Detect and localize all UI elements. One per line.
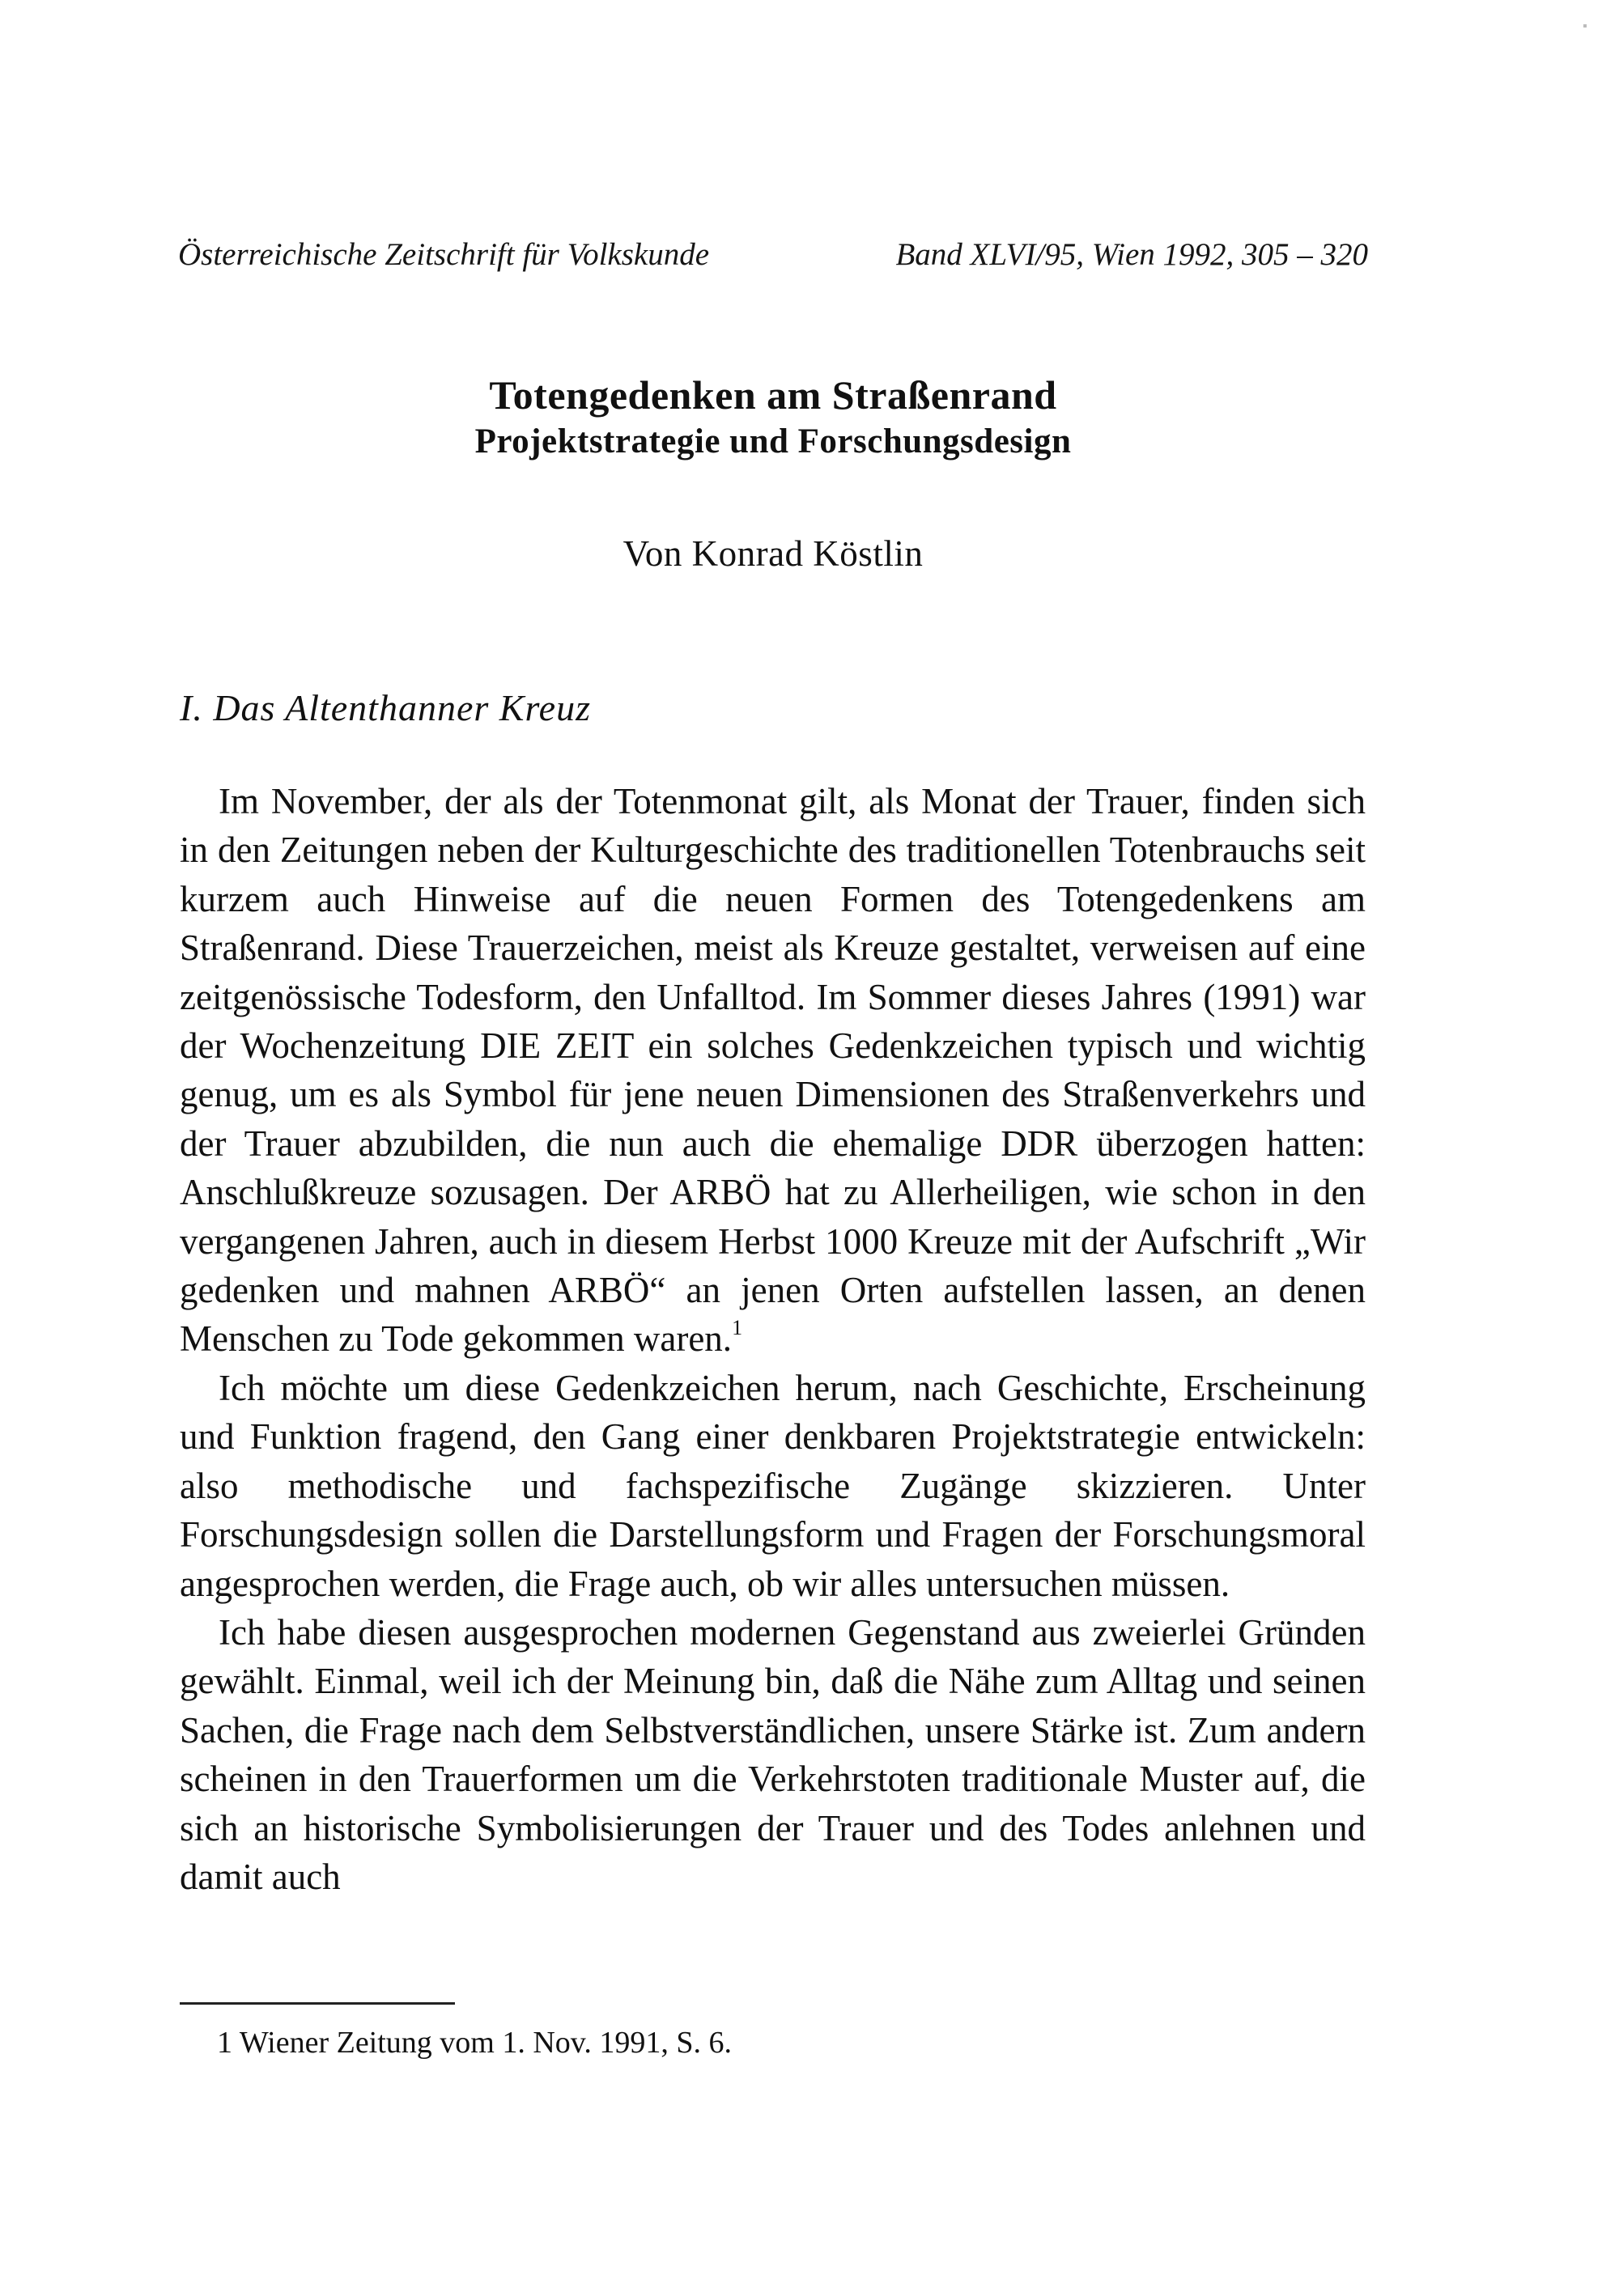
paragraph-3: Ich habe diesen ausgesprochen modernen Gegenstand aus zweierlei Gründen gewählt. Einmal, weil ich der Meinung bin, daß die Nähe zum Alltag und seinen Sachen, die Frage nach dem Selbstverständlichen, unsere Stärke ist. Zum andern scheinen in den Trauerformen um die Verkehrstoten traditionale Muster auf, die sich an historische Symbolisierungen der Trauer und des Todes anlehnen und damit auch bbox=[180, 1611, 1366, 1897]
article-subtitle: Projektstrategie und Forschungsdesign bbox=[474, 422, 1072, 460]
volume-info: Band XLVI/95, Wien 1992, 305 – 320 bbox=[895, 237, 1368, 272]
footnote-text: 1 Wiener Zeitung vom 1. Nov. 1991, S. 6. bbox=[217, 2026, 732, 2060]
body-text bbox=[180, 777, 1366, 1901]
article-title: Totengedenken am Straßenrand bbox=[489, 372, 1057, 418]
article-title-block bbox=[0, 371, 1546, 465]
footnote-divider bbox=[180, 2002, 455, 2005]
scan-speck bbox=[1583, 24, 1587, 28]
journal-name: Österreichische Zeitschrift für Volkskunde bbox=[178, 237, 710, 272]
paragraph-1-text: Im November, der als der Totenmonat gilt, als Monat der Trauer, finden sich in den Zeitungen neben der Kulturgeschichte des traditionellen Totenbrauchs seit kurzem auch Hinweise auf die neuen Formen des Totengedenkens am Straßenrand. Diese Trauerzeichen, meist als Kreuze gestaltet, verweisen auf eine zeitgenössische Todesform, den Unfalltod. Im Sommer dieses Jahres (1991) war der Wochenzeitung DIE ZEIT ein solches Gedenkzeichen typisch und wichtig genug, um es als Symbol für jene neuen Dimensionen des Straßenverkehrs und der Trauer abzubilden, die nun auch die ehemalige DDR überzogen hatten: Anschlußkreuze sozusagen. Der ARBÖ hat zu Allerheiligen, wie schon in den vergangenen Jahren, auch in diesem Herbst 1000 Kreuze mit der Aufschrift „Wir gedenken und mahnen ARBÖ“ an jenen Orten aufstellen lassen, an denen Menschen zu Tode gekommen waren. bbox=[180, 781, 1366, 1360]
paragraph-2: Ich möchte um diese Gedenkzeichen herum, nach Geschichte, Erscheinung und Funktion fragend, den Gang einer denkbaren Projektstrategie entwickeln: also methodische und fachspezifische Zugänge skizzieren. Unter Forschungsdesign sollen die Darstellungsform und Fragen der Forschungsmoral angesprochen werden, die Frage auch, ob wir alles untersuchen müssen. bbox=[180, 1367, 1366, 1604]
section-heading: I. Das Altenthanner Kreuz bbox=[180, 687, 591, 728]
footnote-reference: 1 bbox=[732, 1316, 743, 1340]
running-head bbox=[178, 236, 1368, 285]
paragraph-1 bbox=[180, 777, 1366, 1364]
author-line: Von Konrad Köstlin bbox=[623, 533, 924, 574]
